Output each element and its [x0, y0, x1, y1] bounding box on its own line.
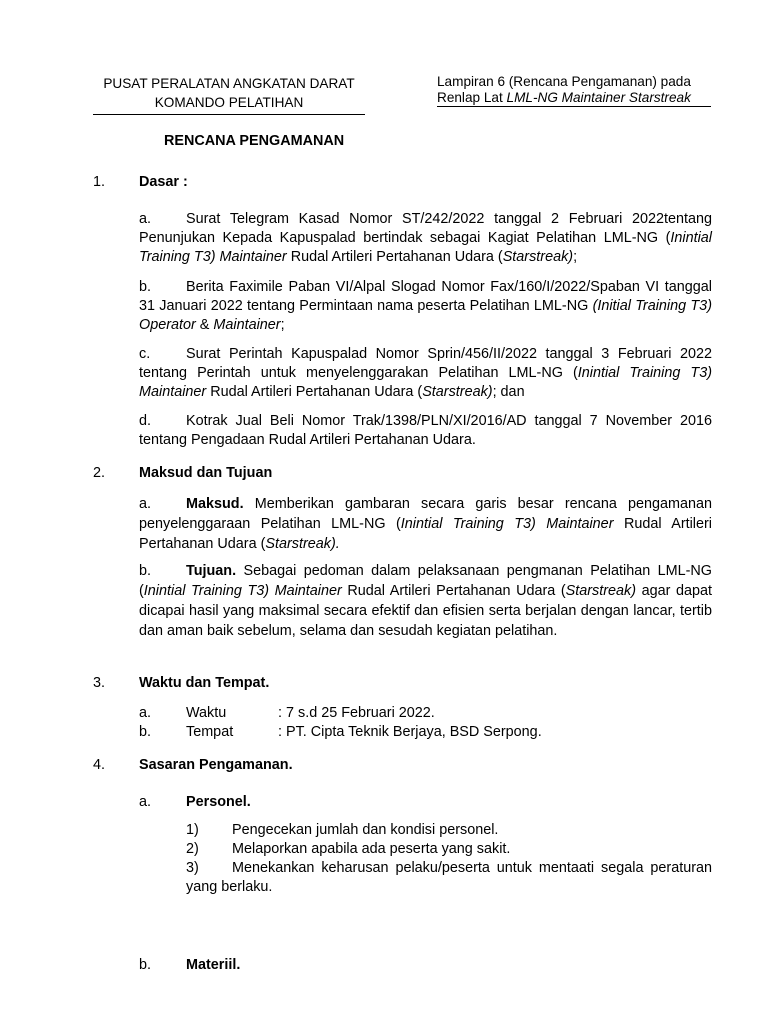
section-1b-label: b.	[139, 279, 152, 295]
section-2-number: 2.	[93, 465, 106, 481]
section-2a-paragraph: a. Maksud. Memberikan gambaran secara garis besar rencana pengamanan penyelenggaraan Pelatihan LML-NG (Inintial Training T3) Maintainer Rudal Artileri Pertahanan Udara (Starstreak).	[139, 496, 712, 552]
org-line-2: KOMANDO PELATIHAN	[154, 95, 304, 110]
section-1a-label: a.	[139, 211, 152, 227]
section-1-title: Dasar :	[139, 174, 188, 190]
list-item: Pengecekan jumlah dan kondisi personel.	[232, 822, 499, 838]
section-3a-key: Waktu	[186, 705, 227, 721]
header-organization	[93, 74, 365, 115]
section-3a-value: : 7 s.d 25 Februari 2022.	[278, 705, 435, 721]
section-3b-key: Tempat	[186, 724, 234, 740]
section-4a-label: a.	[139, 794, 152, 810]
section-1c-label: c.	[139, 346, 151, 362]
org-line-1: PUSAT PERALATAN ANGKATAN DARAT	[103, 76, 355, 91]
list-item-number: 2)	[186, 841, 199, 857]
section-3a-label: a.	[139, 705, 152, 721]
section-4-title: Sasaran Pengamanan.	[139, 757, 293, 773]
attachment-course-name: LML-NG Maintainer Starstreak	[506, 90, 691, 105]
section-4-number: 4.	[93, 757, 106, 773]
header-attachment	[437, 74, 711, 107]
list-item: Melaporkan apabila ada peserta yang sakit.	[232, 841, 511, 857]
attachment-line-2: Renlap Lat LML-NG Maintainer Starstreak	[437, 90, 711, 107]
section-2a-heading: Maksud.	[186, 496, 244, 512]
section-1a-paragraph: a. Surat Telegram Kasad Nomor ST/242/2022 tanggal 2 Februari 2022tentang Penunjukan Kepada Kapuspalad bertindak sebagai Kagiat Pelatihan LML-NG (Inintial Training T3) Maintainer Rudal Artileri Pertahanan Udara (Starstreak);	[139, 211, 712, 265]
header-left-underline	[93, 114, 365, 115]
section-4a-title: Personel.	[186, 794, 251, 810]
section-2b-paragraph: b. Tujuan. Sebagai pedoman dalam pelaksanaan pengmanan Pelatihan LML-NG (Inintial Training T3) Maintainer Rudal Artileri Pertahanan Udara (Starstreak) agar dapat dicapai hasil yang maksimal secara efektif dan efisien serta berjalan dengan lancar, tertib dan aman baik sebelum, selama dan sesudah kegiatan pelatihan.	[139, 563, 712, 639]
attachment-line-1: Lampiran 6 (Rencana Pengamanan) pada	[437, 74, 691, 89]
section-1b-paragraph: b. Berita Faximile Paban VI/Alpal Slogad Nomor Fax/160/I/2022/Spaban VI tanggal 31 Januari 2022 tentang Permintaan nama peserta Pelatihan LML-NG (Initial Training T3) Operator & Maintainer;	[139, 279, 712, 333]
document-title: RENCANA PENGAMANAN	[164, 133, 345, 149]
section-3b-label: b.	[139, 724, 152, 740]
section-1c-paragraph: c. Surat Perintah Kapuspalad Nomor Sprin/456/II/2022 tanggal 3 Februari 2022 tentang Perintah untuk menyelenggarakan Pelatihan LML-NG (Inintial Training T3) Maintainer Rudal Artileri Pertahanan Udara (Starstreak); dan	[139, 346, 712, 400]
section-3b-value: : PT. Cipta Teknik Berjaya, BSD Serpong.	[278, 724, 542, 740]
section-2b-heading: Tujuan.	[186, 563, 237, 579]
section-2b-label: b.	[139, 563, 152, 579]
section-1d-label: d.	[139, 413, 152, 429]
section-1d-paragraph: d. Kotrak Jual Beli Nomor Trak/1398/PLN/XI/2016/AD tanggal 7 November 2016 tentang Pengadaan Rudal Artileri Pertahanan Udara.	[139, 413, 712, 448]
list-item-number: 1)	[186, 822, 199, 838]
section-4b-title: Materiil.	[186, 957, 241, 973]
list-item-number: 3)	[186, 860, 199, 876]
section-3-number: 3.	[93, 675, 106, 691]
section-2-title: Maksud dan Tujuan	[139, 465, 273, 481]
section-3-title: Waktu dan Tempat.	[139, 675, 270, 691]
section-1-number: 1.	[93, 174, 106, 190]
section-4b-label: b.	[139, 957, 152, 973]
section-2a-label: a.	[139, 496, 152, 512]
list-item: Menekankan keharusan pelaku/peserta untuk mentaati segala peraturan yang berlaku.	[186, 860, 712, 895]
